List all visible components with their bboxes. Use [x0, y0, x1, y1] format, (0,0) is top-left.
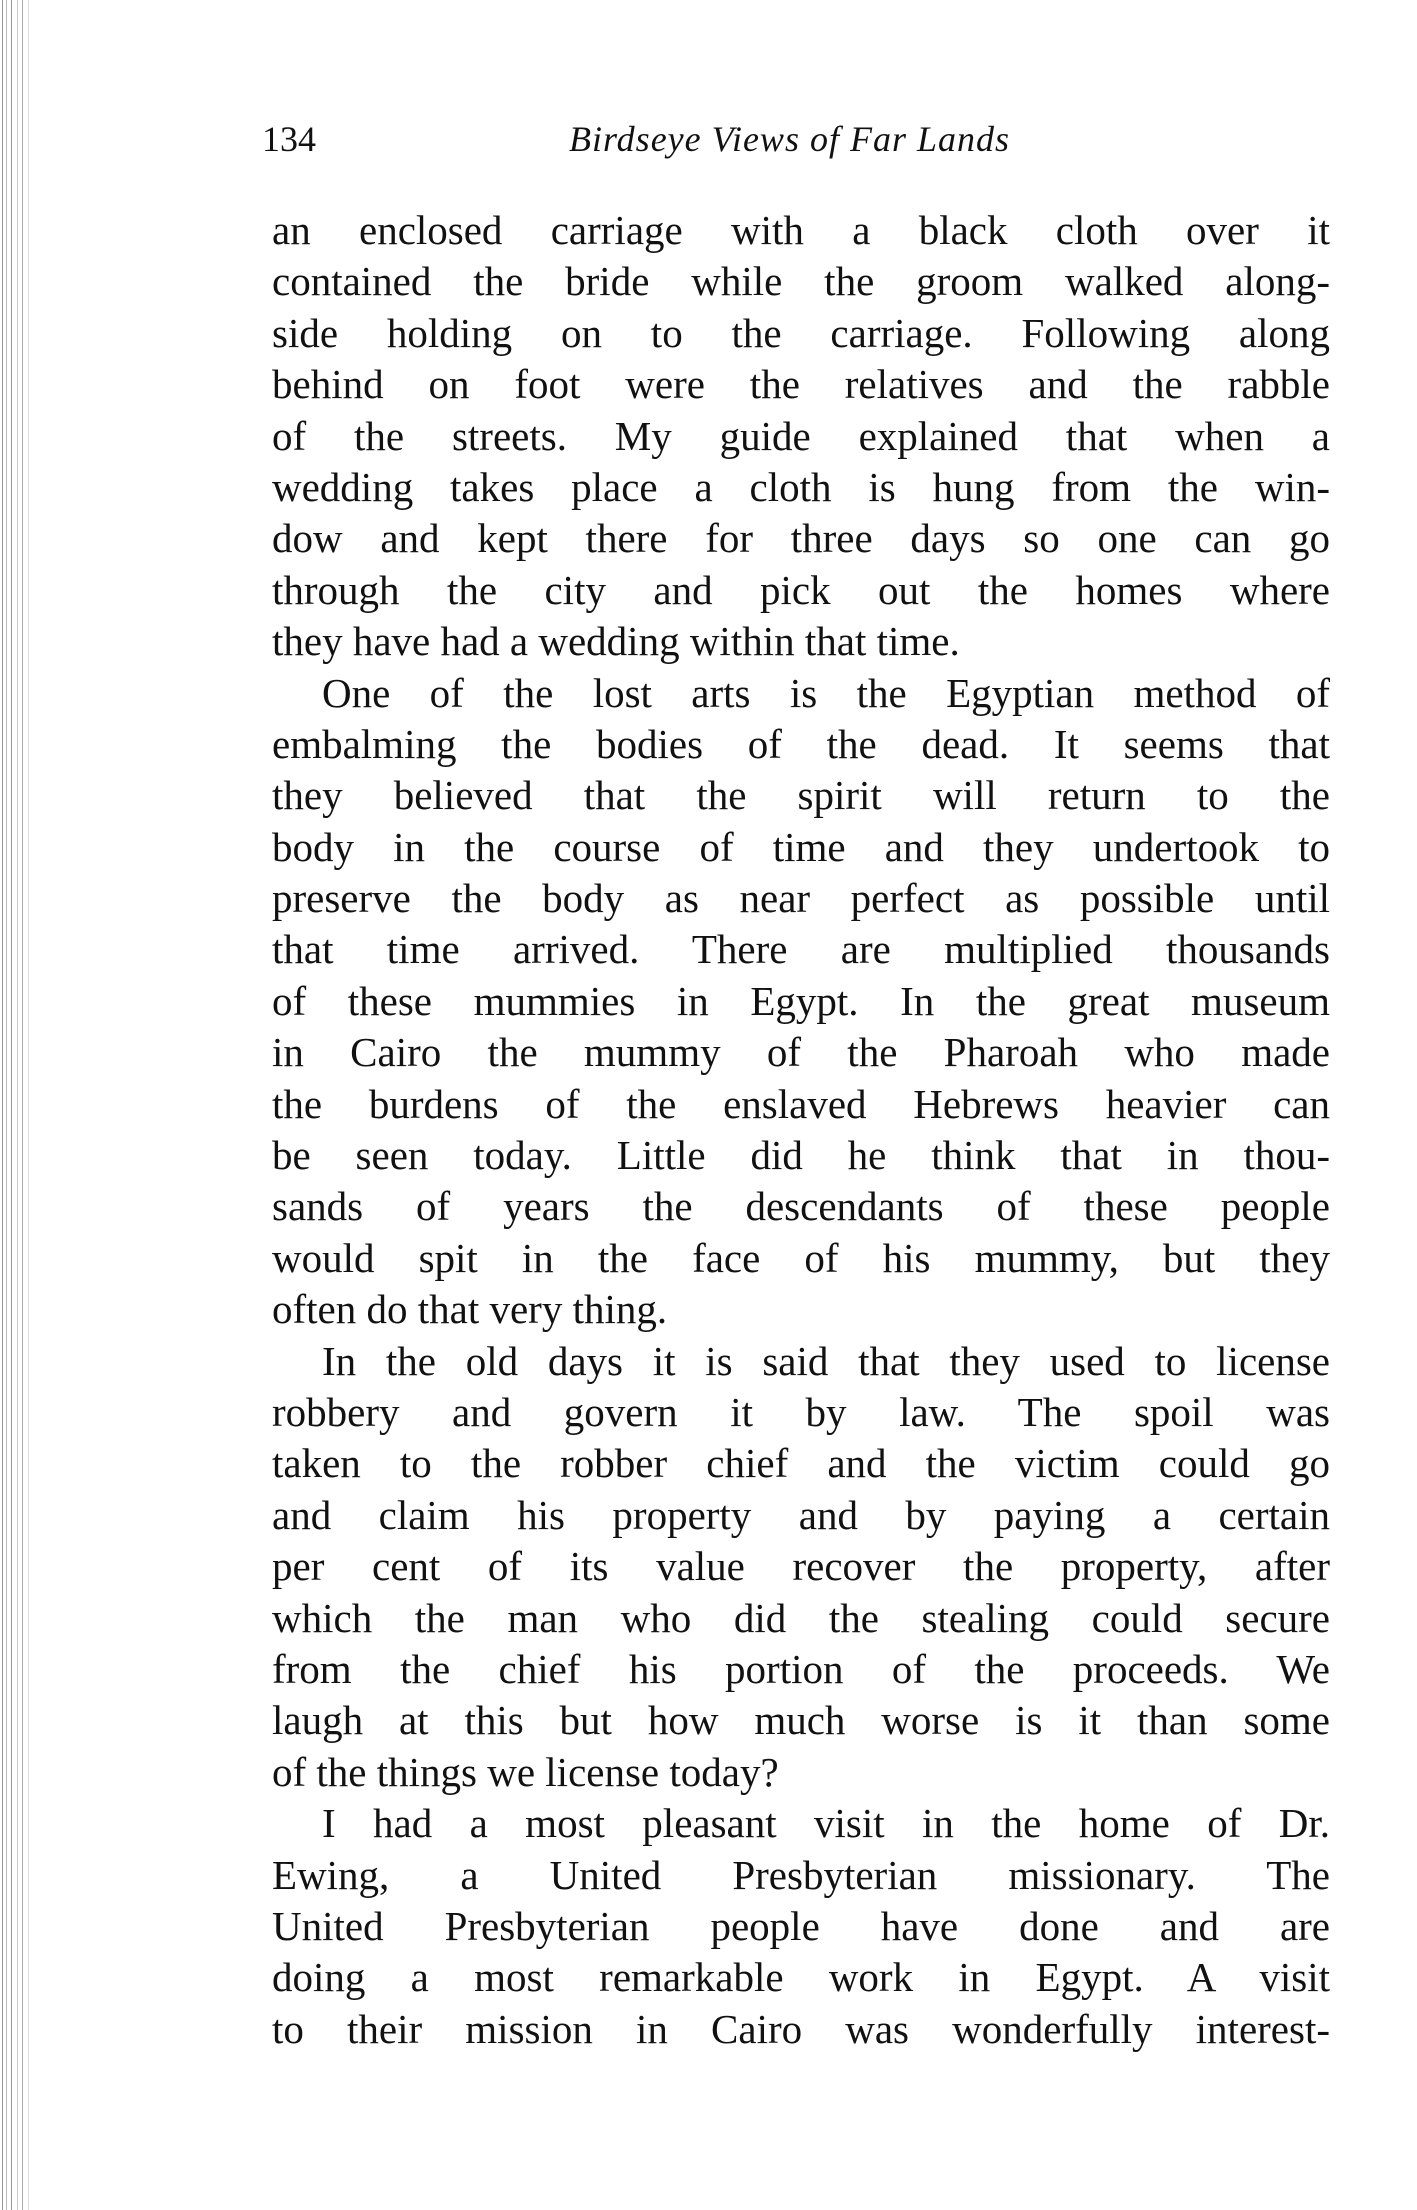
text-line: the burdens of the enslaved Hebrews heavier can [272, 1080, 1330, 1127]
text-line: embalming the bodies of the dead. It seems that [272, 720, 1330, 767]
text-line: from the chief his portion of the proceeds. We [272, 1645, 1330, 1692]
text-line: laugh at this but how much worse is it than some [272, 1697, 1330, 1744]
text-line: of the things we license today? [272, 1748, 779, 1795]
paragraph [272, 1336, 1330, 1799]
text-line: preserve the body as near perfect as possible until [272, 875, 1330, 922]
text-line: they have had a wedding within that time. [272, 618, 960, 665]
text-line: of these mummies in Egypt. In the great museum [272, 977, 1330, 1024]
text-line: through the city and pick out the homes where [272, 566, 1330, 613]
text-line: United Presbyterian people have done and are [272, 1902, 1330, 1949]
text-line: taken to the robber chief and the victim could go [272, 1440, 1330, 1487]
text-line: Ewing, a United Presbyterian missionary. The [272, 1851, 1330, 1898]
text-line: doing a most remarkable work in Egypt. A visit [272, 1954, 1330, 2001]
text-line: to their mission in Cairo was wonderfully interest- [272, 2005, 1330, 2052]
text-line: of the streets. My guide explained that when a [272, 412, 1330, 459]
text-line: sands of years the descendants of these people [272, 1183, 1330, 1230]
text-line: body in the course of time and they undertook to [272, 823, 1330, 870]
text-line: In the old days it is said that they used to license [322, 1337, 1330, 1384]
page-number: 134 [262, 119, 316, 159]
text-line: robbery and govern it by law. The spoil was [272, 1388, 1330, 1435]
text-line: an enclosed carriage with a black cloth over it [272, 207, 1330, 253]
running-title: Birdseye Views of Far Lands [569, 119, 1010, 159]
text-line: I had a most pleasant visit in the home of Dr. [322, 1800, 1330, 1847]
paragraph [272, 1798, 1330, 2055]
text-line: wedding takes place a cloth is hung from the win- [272, 463, 1330, 510]
text-line: side holding on to the carriage. Following along [272, 309, 1330, 356]
text-line: per cent of its value recover the property, after [272, 1543, 1330, 1590]
text-line: contained the bride while the groom walked along- [272, 258, 1330, 305]
text-line: they believed that the spirit will return to the [272, 772, 1330, 819]
text-line: behind on foot were the relatives and the rabble [272, 361, 1330, 408]
text-line: dow and kept there for three days so one can go [272, 515, 1330, 562]
text-line: and claim his property and by paying a certain [272, 1491, 1330, 1538]
text-line: would spit in the face of his mummy, but they [272, 1234, 1330, 1281]
body-text [272, 205, 1330, 2055]
paragraph [272, 668, 1330, 1336]
text-line: often do that very thing. [272, 1286, 668, 1333]
text-line: be seen today. Little did he think that in thou- [272, 1132, 1330, 1179]
text-line: that time arrived. There are multiplied thousands [272, 926, 1330, 973]
text-line: in Cairo the mummy of the Pharoah who made [272, 1029, 1330, 1076]
text-line: One of the lost arts is the Egyptian method of [322, 669, 1330, 716]
text-line: which the man who did the stealing could secure [272, 1594, 1330, 1641]
paragraph [272, 205, 1330, 668]
